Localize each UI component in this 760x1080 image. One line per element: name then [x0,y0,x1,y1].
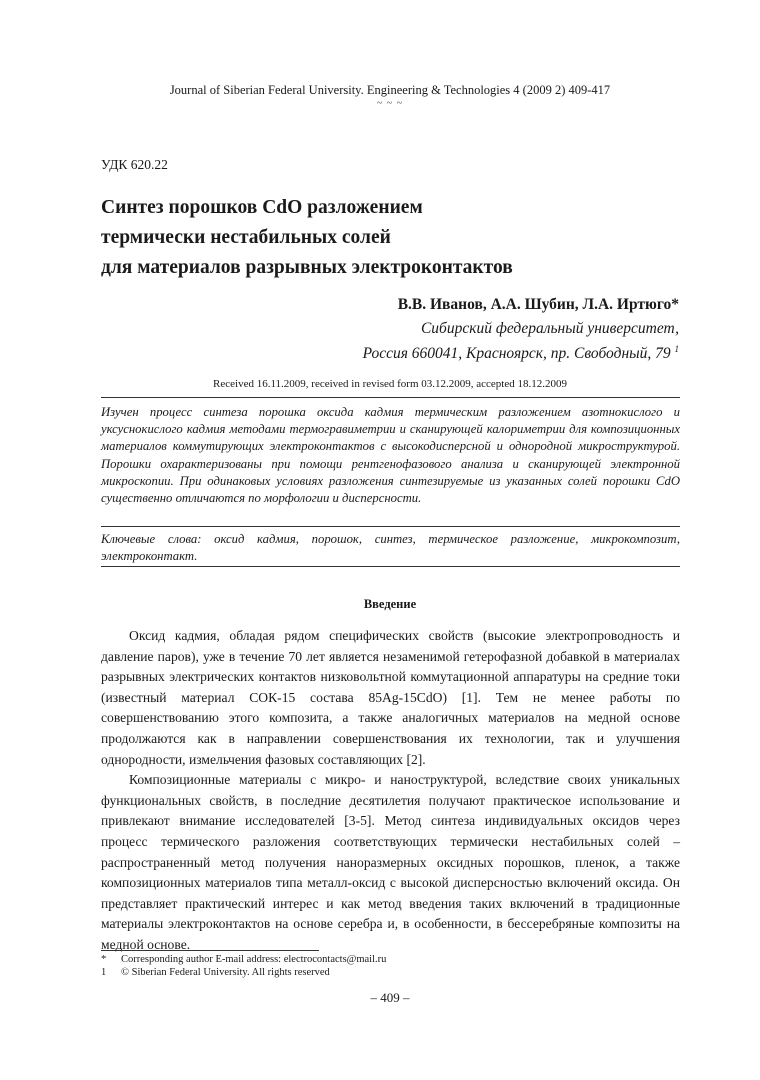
footnote-rule [101,950,319,951]
affiliation-line: Сибирский федеральный университет, [420,320,679,337]
affiliation [363,318,679,364]
footnote-mark: 1 [101,967,107,978]
paragraph: Композиционные материалы с микро- и наноструктурой, вследствие своих уникальных функциональных свойств, в последние десятилетия получают практическое использование и привлекают внимание исследователей [3-5]. Метод синтеза индивидуальных оксидов через процесс термического разложения соответствующих термически нестабильных солей – распространенный метод получения наноразмерных оксидных порошков, пленок, а также композиционных материалов типа металл-оксид с высокой дисперсностью включений оксида. Он представляет практический интерес и как метод введения таких включений в традиционные материалы электроконтактов на основе серебра и, в особенности, в бессеребряные композиты на медной основе. [101,772,680,952]
header-ornament: ~ ~ ~ [376,98,404,109]
affiliation-footnote-mark: 1 [674,344,679,354]
abstract-top-rule [101,397,680,398]
footnote-text: © Siberian Federal University. All rights reserved [121,967,330,978]
affiliation-address: Россия 660041, Красноярск, пр. Свободный, 79 [362,345,671,363]
paragraph: Оксид кадмия, обладая рядом специфических свойств (высокие электропроводность и давление паров), уже в течение 70 лет является незаменимой гетерофазной добавкой в материалах разрывных электрических контактов низковольтной коммутационной аппаратуры на средние токи (известный материал СОК-15 состава 85Ag-15CdO) [1]. Тем не менее работы по совершенствованию этого композита, а также аналогичных материалов на медной основе продолжаются как в направлении совершенствования их технологии, так и улучшения однородности, измельчения фазовых составляющих [2]. [101,628,680,767]
received-dates: Received 16.11.2009, received in revised form 03.12.2009, accepted 18.12.2009 [213,378,567,390]
title-line: для материалов разрывных электроконтактов [101,257,513,278]
authors: В.В. Иванов, А.А. Шубин, Л.А. Иртюго* [397,296,679,313]
body-text [101,626,680,956]
abstract: Изучен процесс синтеза порошка оксида кадмия термическим разложением азотнокислого и уксуснокислого кадмия методами термогравиметрии и сканирующей калориметрии для композиционных материалов коммутирующих электроконтактов с высокодисперсной и однородной микроструктурой. Порошки охарактеризованы при помощи рентгенофазового анализа и сканирующей электронной микроскопии. При одинаковых условиях разложения синтезируемые из указанных солей порошки CdO существенно отличаются по морфологии и дисперсности. [101,405,680,506]
affiliation-line-address [363,339,679,364]
footnote-mark: * [101,954,107,965]
title-line: термически нестабильных солей [101,227,391,248]
section-heading: Введение [363,597,417,611]
footnote [101,967,330,978]
article-title [101,193,661,283]
page-number: – 409 – [370,990,410,1005]
keywords: Ключевые слова: оксид кадмия, порошок, синтез, термическое разложение, микрокомпозит, электроконтакт. [101,532,680,564]
udk-code: УДК 620.22 [101,157,168,172]
keywords-bottom-rule [101,566,680,567]
footnote [101,954,386,965]
footnote-text: Corresponding author E-mail address: electrocontacts@mail.ru [121,954,387,965]
abstract-divider [101,526,680,527]
journal-header: Journal of Siberian Federal University. Engineering & Technologies 4 (2009 2) 409-417 [169,83,611,97]
title-line: Синтез порошков CdO разложением [101,197,423,218]
